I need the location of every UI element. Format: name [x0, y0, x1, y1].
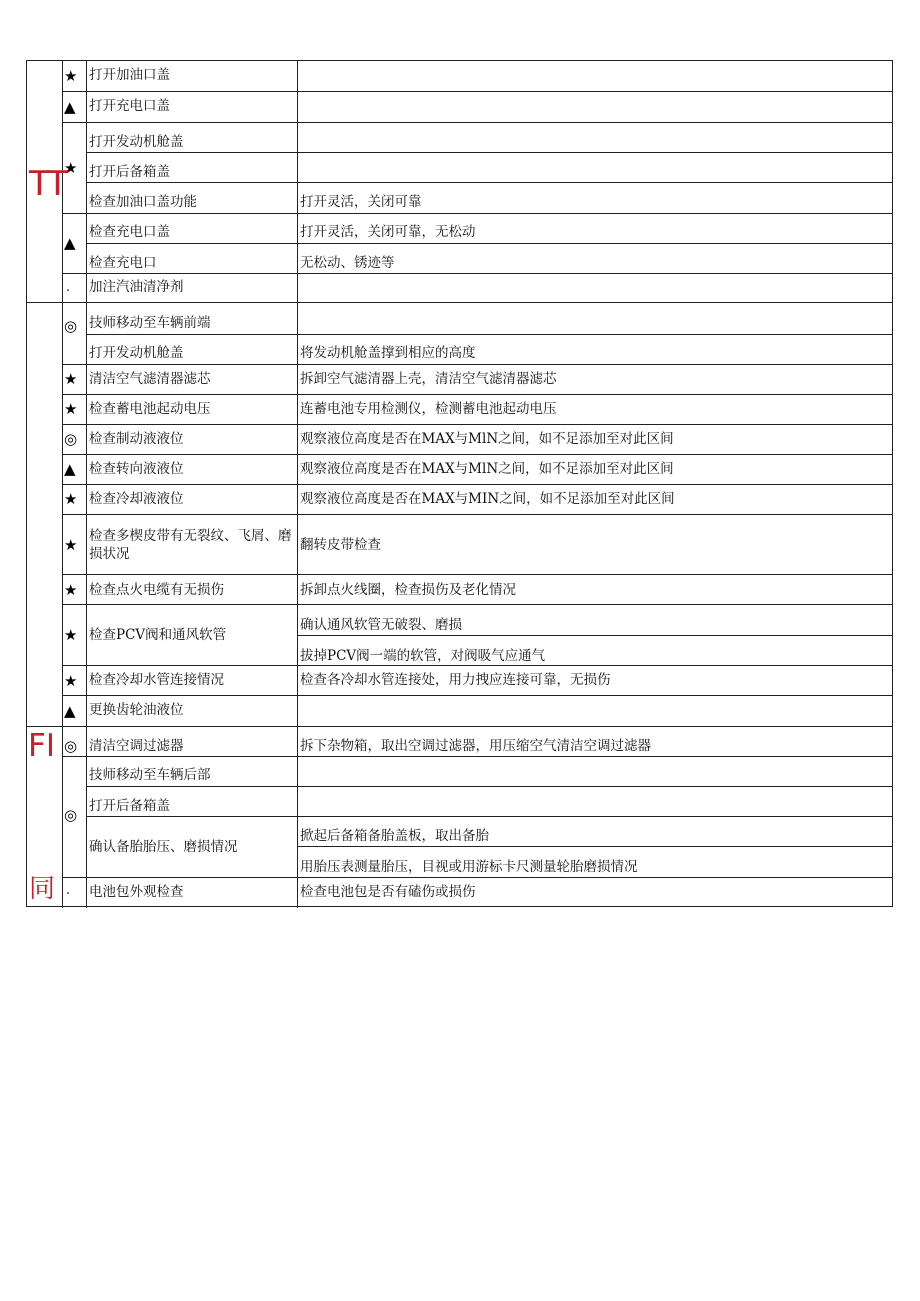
requirement-cell: 观察液位高度是否在MAX与MlN之间，如不足添加至对此区间: [300, 431, 674, 447]
requirement-cell: 无松动、锈迹等: [300, 255, 395, 271]
inspection-table: [26, 60, 893, 907]
row-divider: [86, 182, 893, 183]
dot-mark: .: [66, 280, 71, 295]
item-cell: 打开后备箱盖: [89, 164, 170, 180]
requirement-cell: 将发动机舱盖撑到相应的高度: [300, 345, 476, 361]
item-cell: 电池包外观检查: [89, 884, 184, 900]
item-cell: 检查转向液液位: [89, 461, 184, 477]
item-cell: 检查多楔皮带有无裂纹、飞屑、磨损状况: [89, 528, 292, 562]
circle-mark: ◎: [64, 430, 78, 448]
star-mark: ★: [64, 626, 78, 644]
row-divider: [62, 122, 893, 123]
row-divider: [62, 364, 893, 365]
item-cell: 检查充电口盖: [89, 224, 170, 240]
circle-mark: ◎: [64, 317, 78, 335]
requirement-cell: 拆卸点火线圈，检查损伤及老化情况: [300, 582, 516, 598]
row-divider: [62, 756, 893, 757]
item-cell: 打开发动机舱盖: [89, 345, 184, 361]
item-cell: 技师移动至车辆前端: [89, 315, 211, 331]
row-divider: [62, 514, 893, 515]
requirement-cell: 检查电池包是否有磕伤或损伤: [300, 884, 476, 900]
row-divider: [297, 846, 893, 847]
star-mark: ★: [64, 400, 78, 418]
row-divider: [86, 243, 893, 244]
star-mark: ★: [64, 581, 78, 599]
circle-mark: ◎: [64, 737, 78, 755]
requirement-cell: 观察液位高度是否在MAX与MlN之间，如不足添加至对此区间: [300, 461, 674, 477]
star-mark: ★: [64, 67, 78, 85]
item-cell: 技师移动至车辆后部: [89, 767, 211, 783]
row-divider: [62, 877, 893, 878]
requirement-cell: 用胎压表测量胎压，目视或用游标卡尺测量轮胎磨损情况: [300, 859, 638, 875]
requirement-cell: 打开灵活，关闭可靠: [300, 194, 422, 210]
section-label-1: TT: [29, 164, 66, 204]
section-label-3: 同: [29, 874, 56, 904]
requirement-cell: 确认通风软管无破裂、磨损: [300, 617, 462, 633]
triangle-mark: ▲: [64, 234, 76, 252]
item-cell: 清洁空气滤清器滤芯: [89, 371, 211, 387]
circle-mark: ◎: [64, 806, 78, 824]
row-divider: [62, 484, 893, 485]
item-cell: 打开充电口盖: [89, 98, 170, 114]
row-divider: [62, 604, 893, 605]
row-divider: [27, 302, 893, 303]
triangle-mark: ▲: [64, 702, 76, 720]
star-mark: ★: [64, 536, 78, 554]
requirement-cell: 拆卸空气滤清器上壳，清洁空气滤清器滤芯: [300, 371, 557, 387]
row-divider: [62, 454, 893, 455]
row-divider: [62, 424, 893, 425]
requirement-cell: 检查各冷却水管连接处，用力拽应连接可靠，无损伤: [300, 672, 611, 688]
triangle-mark: ▲: [64, 460, 76, 478]
item-cell: 检查加油口盖功能: [89, 194, 197, 210]
requirement-cell: 掀起后备箱备胎盖板，取出备胎: [300, 828, 489, 844]
requirement-cell: 连蓄电池专用检测仪，检测蓄电池起动电压: [300, 401, 557, 417]
row-divider: [27, 726, 893, 727]
star-mark: ★: [64, 672, 78, 690]
item-cell: 检查制动液液位: [89, 431, 184, 447]
requirement-cell: 拔掉PCV阀一端的软管，对阀吸气应通气: [300, 648, 546, 664]
dot-mark: .: [66, 883, 71, 898]
item-cell: 打开发动机舱盖: [89, 134, 184, 150]
row-divider: [62, 273, 893, 274]
row-divider: [62, 394, 893, 395]
item-cell: 检查充电口: [89, 255, 157, 271]
requirement-cell: 观察液位高度是否在MAX与MIN之间，如不足添加至对此区间: [300, 491, 675, 507]
item-cell: 打开后备箱盖: [89, 798, 170, 814]
triangle-mark: ▲: [64, 98, 76, 116]
row-divider: [86, 334, 893, 335]
requirement-cell: 拆下杂物箱，取出空调过滤器，用压缩空气清洁空调过滤器: [300, 738, 651, 754]
requirement-cell: 翻转皮带检查: [300, 537, 381, 553]
star-mark: ★: [64, 370, 78, 388]
row-divider: [62, 574, 893, 575]
row-divider: [62, 695, 893, 696]
item-cell: 清洁空调过滤器: [89, 738, 184, 754]
star-mark: ★: [64, 490, 78, 508]
item-cell: 更换齿轮油液位: [89, 702, 184, 718]
row-divider: [62, 213, 893, 214]
section-label-2: FI: [28, 728, 55, 764]
item-cell: 打开加油口盖: [89, 67, 170, 83]
row-divider: [86, 786, 893, 787]
row-divider: [86, 152, 893, 153]
item-cell: 检查PCV阀和通风软管: [89, 627, 227, 643]
item-cell: 检查点火电缆有无损伤: [89, 582, 224, 598]
row-divider: [297, 635, 893, 636]
item-cell: 检查冷却水管连接情况: [89, 672, 224, 688]
item-cell: 检查蓄电池起动电压: [89, 401, 211, 417]
row-divider: [62, 91, 893, 92]
item-cell: 加注汽油清净剂: [89, 279, 184, 295]
item-cell: 确认备胎胎压、磨损情况: [89, 839, 238, 855]
item-cell: 检查冷却液液位: [89, 491, 184, 507]
row-divider: [86, 816, 893, 817]
row-divider: [62, 665, 893, 666]
requirement-cell: 打开灵活，关闭可靠，无松动: [300, 224, 476, 240]
star-mark: ★: [64, 159, 78, 177]
